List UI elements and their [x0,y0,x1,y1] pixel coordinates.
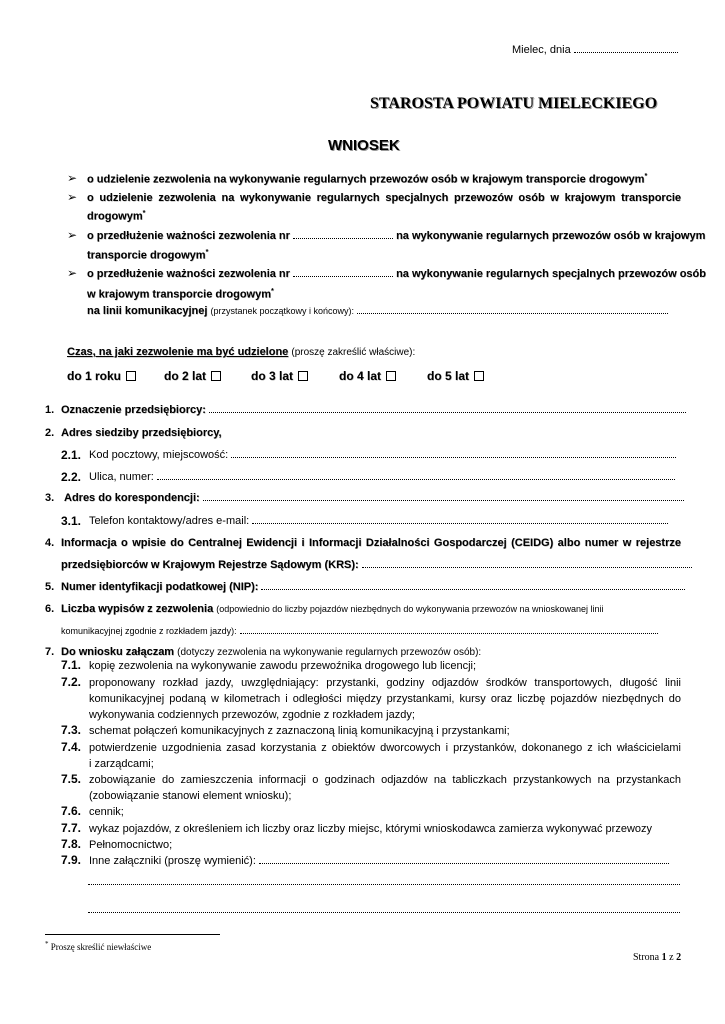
nip-field[interactable] [261,581,685,590]
period-line [67,346,415,358]
checkbox[interactable] [126,371,136,381]
arrow-bullet-icon: ➢ [67,190,78,204]
field-6-line1 [61,603,604,615]
attachment-num: 7.8. [61,837,82,851]
checkbox[interactable] [386,371,396,381]
footnote-divider [45,934,220,935]
page-label: Strona [633,952,660,963]
field-31-num: 3.1. [61,514,82,528]
field-6-num: 6. [45,603,55,615]
field-31 [89,515,668,527]
period-option-label: do 3 lat [251,369,294,383]
field-3-label: Adres do korespondencji: [64,492,200,504]
attachment-text: potwierdzenie uzgodnienia zasad korzystania z obiektów dworcowych i przystanków, dokonanego z ich właścicielami [89,742,681,754]
attachment-text: wykonywania codziennych przewozów, zgodnie z rozkładem jazdy; [89,709,415,721]
field-4-line1: Informacja o wpisie do Centralnej Ewidencji i Informacji Działalności Gospodarczej (CEIDG) albo numer w rejestrze [61,537,681,549]
other-attachments-line[interactable] [88,912,680,913]
request-4-line1[interactable] [87,268,706,280]
period-option-label: do 2 lat [164,369,207,383]
field-22-label: Ulica, numer: [89,471,154,483]
attachment-num: 7.6. [61,804,82,818]
field-4-label: przedsiębiorców w Krajowym Rejestrze Sądowym (KRS): [61,559,359,571]
permit-number-field[interactable] [293,268,393,277]
request-4-text-line2: w krajowym transporcie drogowym [87,288,271,301]
request-3-line2 [87,249,208,262]
period-option-3[interactable] [251,369,308,383]
route-hint: (przystanek początkowy i końcowy): [210,306,355,316]
phone-email-field[interactable] [252,515,668,524]
request-1[interactable] [87,173,647,186]
request-4-text-a: o przedłużenie ważności zezwolenia nr [87,268,290,280]
form-title: WNIOSEK [328,137,400,154]
field-21-num: 2.1. [61,448,82,462]
other-attachments-line[interactable] [88,884,680,885]
footnote-ref: * [205,249,209,256]
field-1-label: Oznaczenie przedsiębiorcy: [61,404,206,416]
period-label: Czas, na jaki zezwolenie ma być udzielone [67,346,289,358]
permit-copies-field[interactable] [240,625,658,634]
request-3-text-b: na wykonywanie regularnych przewozów osób w krajowym [396,230,706,242]
arrow-bullet-icon: ➢ [67,171,78,185]
attachment-text: (zobowiązanie stanowi element wniosku); [89,790,292,802]
checkbox[interactable] [474,371,484,381]
field-7-label: Do wniosku załączam [61,646,175,658]
attachment-text: Pełnomocnictwo; [89,839,173,851]
period-option-4[interactable] [339,369,396,383]
field-31-label: Telefon kontaktowy/adres e-mail: [89,515,250,527]
field-2-label: Adres siedziby przedsiębiorcy, [61,427,222,439]
footnote-mark: * [45,940,49,948]
field-22-num: 2.2. [61,470,82,484]
field-5-num: 5. [45,581,55,593]
route-line [87,305,668,317]
field-7 [61,646,481,658]
attachment-text: cennik; [89,806,124,818]
field-3 [64,492,684,504]
route-label: na linii komunikacyjnej [87,305,208,317]
field-21-label: Kod pocztowy, miejscowość: [89,449,229,461]
request-3-line1[interactable] [87,230,705,242]
attachment-text: schemat połączeń komunikacyjnych z zaznaczoną linią komunikacyjną i przystankami; [89,725,510,737]
attachment-text: komunikacyjnej podaną w kilometrach i odległości między przystankami, kursy oraz liczbę pojazdów niezbędnych do [89,693,681,705]
attachment-text: wykaz pojazdów, z określeniem ich liczby oraz liczby miejsc, którymi wnioskodawca zamierza wykonywać przewozy [89,823,653,835]
field-7-hint: (dotyczy zezwolenia na wykonywanie regularnych przewozów osób): [177,647,482,658]
addressee-title: STAROSTA POWIATU MIELECKIEGO [370,95,658,112]
field-22 [89,471,675,483]
page-separator: z [669,952,674,963]
period-option-label: do 4 lat [339,369,382,383]
attachment-num: 7.5. [61,772,82,786]
page-current: 1 [661,952,667,963]
attachment-num: 7.4. [61,740,82,754]
footnote-ref: * [142,210,146,217]
attachment-other [89,855,669,867]
request-2-line2 [87,210,145,223]
field-6-hint-2: komunikacyjnej zgodnie z rozkładem jazdy): [61,626,237,636]
attachment-text: proponowany rozkład jazdy, uwzględniający: przystanki, godziny odjazdów środków transportowych, długość linii [89,677,681,689]
field-6-hint: (odpowiednio do liczby pojazdów niezbędnych do wykonywania przewozów na wnioskowanej linii [216,604,604,614]
attachment-num: 7.3. [61,723,82,737]
field-6-label: Liczba wypisów z zezwolenia [61,603,214,615]
request-4-text-b: na wykonywanie regularnych specjalnych przewozów osób [396,268,706,280]
request-2-line1[interactable]: o udzielenie zezwolenia na wykonywanie regularnych specjalnych przewozów osób w krajowym transporcie [87,192,681,204]
arrow-bullet-icon: ➢ [67,266,78,280]
field-3-num: 3. [45,492,55,504]
field-7-num: 7. [45,646,55,658]
permit-number-field[interactable] [293,230,393,239]
other-attachments-field[interactable] [259,855,669,864]
postal-code-city-field[interactable] [231,449,676,458]
attachment-text: zobowiązanie do zamieszczenia informacji o godzinach odjazdów na tabliczkach przystankowych na przystankach [89,774,681,786]
field-4-num: 4. [45,537,55,549]
field-5 [61,581,685,593]
attachment-num: 7.7. [61,821,82,835]
attachment-text: i zarządcami; [89,758,154,770]
checkbox[interactable] [211,371,221,381]
date-field[interactable] [574,44,678,53]
request-1-text: o udzielenie zezwolenia na wykonywanie regularnych przewozów osób w krajowym transporcie drogowym [87,173,645,186]
request-3-text-a: o przedłużenie ważności zezwolenia nr [87,230,290,242]
place-date-label: Mielec, dnia [512,44,571,56]
attachment-num: 7.1. [61,658,82,672]
field-4-line2 [61,559,692,571]
period-option-2[interactable] [164,369,221,383]
route-field[interactable] [357,305,668,314]
attachment-text: kopię zezwolenia na wykonywanie zawodu przewoźnika drogowego lub licencji; [89,660,477,672]
checkbox[interactable] [298,371,308,381]
ceidg-krs-field[interactable] [362,559,692,568]
entrepreneur-name-field[interactable] [209,404,686,413]
footnote-text: Proszę skreślić niewłaściwe [50,942,152,952]
page-total: 2 [676,952,682,963]
request-3-text-line2: transporcie drogowym [87,249,206,262]
period-option-1[interactable] [67,369,136,383]
page-number [633,952,681,963]
field-21 [89,449,676,461]
field-5-label: Numer identyfikacji podatkowej (NIP): [61,581,259,593]
period-option-5[interactable] [427,369,484,383]
field-6-line2 [61,625,658,637]
street-number-field[interactable] [157,471,675,480]
field-1-num: 1. [45,404,55,416]
date-line [512,44,678,56]
attachment-num: 7.9. [61,853,82,867]
attachment-text: Inne załączniki (proszę wymienić): [89,855,256,867]
attachment-num: 7.2. [61,675,82,689]
footnote [45,940,151,952]
request-4-line2 [87,288,274,301]
period-hint: (proszę zakreślić właściwe): [291,347,416,358]
period-option-label: do 5 lat [427,369,470,383]
request-2-text: drogowym [87,210,143,223]
footnote-ref: * [271,288,274,295]
correspondence-address-field[interactable] [203,492,684,501]
arrow-bullet-icon: ➢ [67,228,78,242]
field-2-num: 2. [45,427,55,439]
period-option-label: do 1 roku [67,369,122,383]
field-1 [61,404,686,416]
footnote-ref: * [644,173,648,180]
